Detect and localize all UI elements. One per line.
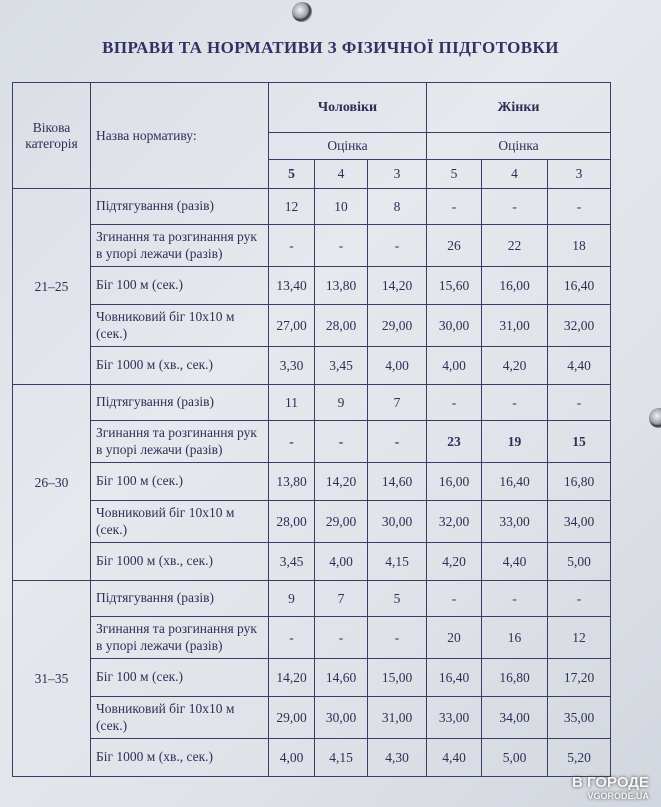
value-cell: 9 bbox=[315, 385, 368, 421]
grade-number: 5 bbox=[269, 160, 315, 189]
value-cell: 16,40 bbox=[548, 267, 611, 305]
value-cell: 14,20 bbox=[269, 659, 315, 697]
value-cell: 13,80 bbox=[315, 267, 368, 305]
value-cell: 5,00 bbox=[482, 739, 548, 777]
value-cell: 7 bbox=[368, 385, 427, 421]
grade-number: 4 bbox=[315, 160, 368, 189]
value-cell: 4,40 bbox=[482, 543, 548, 581]
value-cell: 4,40 bbox=[548, 347, 611, 385]
page-title: ВПРАВИ ТА НОРМАТИВИ З ФІЗИЧНОЇ ПІДГОТОВКИ bbox=[102, 38, 559, 57]
value-cell: 4,00 bbox=[269, 739, 315, 777]
value-cell: - bbox=[482, 581, 548, 617]
value-cell: 4,20 bbox=[482, 347, 548, 385]
header-grade-women: Оцінка bbox=[427, 133, 611, 160]
grade-number: 3 bbox=[548, 160, 611, 189]
grommet-icon bbox=[292, 2, 312, 22]
table-row bbox=[13, 739, 611, 777]
exercise-name-cell: Біг 100 м (сек.) bbox=[91, 659, 269, 697]
value-cell: 4,20 bbox=[427, 543, 482, 581]
value-cell: 29,00 bbox=[368, 305, 427, 347]
exercise-name-cell: Човниковий біг 10х10 м (сек.) bbox=[91, 697, 269, 739]
value-cell: 31,00 bbox=[368, 697, 427, 739]
value-cell: - bbox=[482, 189, 548, 225]
value-cell: 13,40 bbox=[269, 267, 315, 305]
value-cell: - bbox=[368, 421, 427, 463]
value-cell: - bbox=[548, 581, 611, 617]
grade-number: 3 bbox=[368, 160, 427, 189]
value-cell: 3,30 bbox=[269, 347, 315, 385]
value-cell: 11 bbox=[269, 385, 315, 421]
exercise-name-cell: Човниковий біг 10х10 м (сек.) bbox=[91, 501, 269, 543]
watermark-main: В ГОРОДЕ bbox=[572, 774, 649, 791]
value-cell: 27,00 bbox=[269, 305, 315, 347]
value-cell: 14,20 bbox=[368, 267, 427, 305]
value-cell: 34,00 bbox=[548, 501, 611, 543]
exercise-name-cell: Згинання та розгинання рук в упорі лежачи (разів) bbox=[91, 617, 269, 659]
value-cell: - bbox=[315, 617, 368, 659]
header-women: Жінки bbox=[427, 83, 611, 133]
table-row bbox=[13, 267, 611, 305]
value-cell: 15,00 bbox=[368, 659, 427, 697]
value-cell: 29,00 bbox=[269, 697, 315, 739]
exercise-name-cell: Біг 100 м (сек.) bbox=[91, 463, 269, 501]
table-row bbox=[13, 385, 611, 421]
value-cell: - bbox=[269, 225, 315, 267]
value-cell: 8 bbox=[368, 189, 427, 225]
table-row bbox=[13, 189, 611, 225]
exercise-name-cell: Підтягування (разів) bbox=[91, 385, 269, 421]
value-cell: 4,00 bbox=[368, 347, 427, 385]
watermark-logo bbox=[572, 774, 649, 801]
value-cell: - bbox=[482, 385, 548, 421]
table-row bbox=[13, 421, 611, 463]
table-row bbox=[13, 463, 611, 501]
value-cell: 26 bbox=[427, 225, 482, 267]
value-cell: - bbox=[427, 385, 482, 421]
value-cell: 33,00 bbox=[482, 501, 548, 543]
value-cell: 14,20 bbox=[315, 463, 368, 501]
age-category-cell: 21–25 bbox=[13, 189, 91, 385]
header-men: Чоловіки bbox=[269, 83, 427, 133]
value-cell: 3,45 bbox=[315, 347, 368, 385]
value-cell: 30,00 bbox=[315, 697, 368, 739]
watermark-sub: VGORODE.UA bbox=[587, 791, 649, 801]
value-cell: 4,40 bbox=[427, 739, 482, 777]
table-row bbox=[13, 617, 611, 659]
value-cell: 15,60 bbox=[427, 267, 482, 305]
value-cell: 12 bbox=[548, 617, 611, 659]
table-row bbox=[13, 659, 611, 697]
grommet-icon bbox=[649, 408, 661, 428]
table-row bbox=[13, 225, 611, 267]
value-cell: 7 bbox=[315, 581, 368, 617]
norms-table bbox=[12, 82, 611, 777]
exercise-name-cell: Біг 1000 м (хв., сек.) bbox=[91, 347, 269, 385]
value-cell: 16 bbox=[482, 617, 548, 659]
value-cell: 31,00 bbox=[482, 305, 548, 347]
value-cell: - bbox=[427, 189, 482, 225]
value-cell: - bbox=[269, 617, 315, 659]
value-cell: 17,20 bbox=[548, 659, 611, 697]
value-cell: 3,45 bbox=[269, 543, 315, 581]
value-cell: 35,00 bbox=[548, 697, 611, 739]
value-cell: 22 bbox=[482, 225, 548, 267]
exercise-name-cell: Підтягування (разів) bbox=[91, 581, 269, 617]
table-row bbox=[13, 305, 611, 347]
exercise-name-cell: Згинання та розгинання рук в упорі лежачи (разів) bbox=[91, 421, 269, 463]
exercise-name-cell: Біг 100 м (сек.) bbox=[91, 267, 269, 305]
value-cell: 4,00 bbox=[315, 543, 368, 581]
value-cell: 19 bbox=[482, 421, 548, 463]
value-cell: 20 bbox=[427, 617, 482, 659]
table-row bbox=[13, 697, 611, 739]
value-cell: 28,00 bbox=[269, 501, 315, 543]
exercise-name-cell: Човниковий біг 10х10 м (сек.) bbox=[91, 305, 269, 347]
age-category-cell: 26–30 bbox=[13, 385, 91, 581]
value-cell: 5 bbox=[368, 581, 427, 617]
exercise-name-cell: Біг 1000 м (хв., сек.) bbox=[91, 543, 269, 581]
value-cell: 4,15 bbox=[368, 543, 427, 581]
table-row bbox=[13, 543, 611, 581]
value-cell: 4,30 bbox=[368, 739, 427, 777]
value-cell: - bbox=[368, 225, 427, 267]
table-row bbox=[13, 347, 611, 385]
value-cell: 12 bbox=[269, 189, 315, 225]
value-cell: 14,60 bbox=[368, 463, 427, 501]
value-cell: 30,00 bbox=[368, 501, 427, 543]
value-cell: 16,40 bbox=[482, 463, 548, 501]
value-cell: 32,00 bbox=[427, 501, 482, 543]
value-cell: - bbox=[368, 617, 427, 659]
value-cell: 23 bbox=[427, 421, 482, 463]
table-row bbox=[13, 501, 611, 543]
value-cell: - bbox=[548, 189, 611, 225]
value-cell: 4,15 bbox=[315, 739, 368, 777]
value-cell: 16,00 bbox=[427, 463, 482, 501]
value-cell: - bbox=[315, 225, 368, 267]
value-cell: 13,80 bbox=[269, 463, 315, 501]
value-cell: 5,20 bbox=[548, 739, 611, 777]
exercise-name-cell: Підтягування (разів) bbox=[91, 189, 269, 225]
grade-number: 4 bbox=[482, 160, 548, 189]
header-norm-name: Назва нормативу: bbox=[91, 83, 269, 189]
value-cell: 14,60 bbox=[315, 659, 368, 697]
value-cell: 5,00 bbox=[548, 543, 611, 581]
value-cell: 18 bbox=[548, 225, 611, 267]
value-cell: 16,80 bbox=[548, 463, 611, 501]
value-cell: 30,00 bbox=[427, 305, 482, 347]
value-cell: 4,00 bbox=[427, 347, 482, 385]
header-grade-men: Оцінка bbox=[269, 133, 427, 160]
value-cell: 16,40 bbox=[427, 659, 482, 697]
table-row bbox=[13, 581, 611, 617]
header-age-category: Вікова категорія bbox=[13, 83, 91, 189]
value-cell: - bbox=[427, 581, 482, 617]
value-cell: - bbox=[315, 421, 368, 463]
exercise-name-cell: Біг 1000 м (хв., сек.) bbox=[91, 739, 269, 777]
age-category-cell: 31–35 bbox=[13, 581, 91, 777]
value-cell: 32,00 bbox=[548, 305, 611, 347]
value-cell: 10 bbox=[315, 189, 368, 225]
exercise-name-cell: Згинання та розгинання рук в упорі лежачи (разів) bbox=[91, 225, 269, 267]
value-cell: 16,80 bbox=[482, 659, 548, 697]
value-cell: 28,00 bbox=[315, 305, 368, 347]
grade-number: 5 bbox=[427, 160, 482, 189]
value-cell: 29,00 bbox=[315, 501, 368, 543]
value-cell: 34,00 bbox=[482, 697, 548, 739]
value-cell: - bbox=[548, 385, 611, 421]
value-cell: 16,00 bbox=[482, 267, 548, 305]
value-cell: 33,00 bbox=[427, 697, 482, 739]
value-cell: - bbox=[269, 421, 315, 463]
value-cell: 15 bbox=[548, 421, 611, 463]
value-cell: 9 bbox=[269, 581, 315, 617]
